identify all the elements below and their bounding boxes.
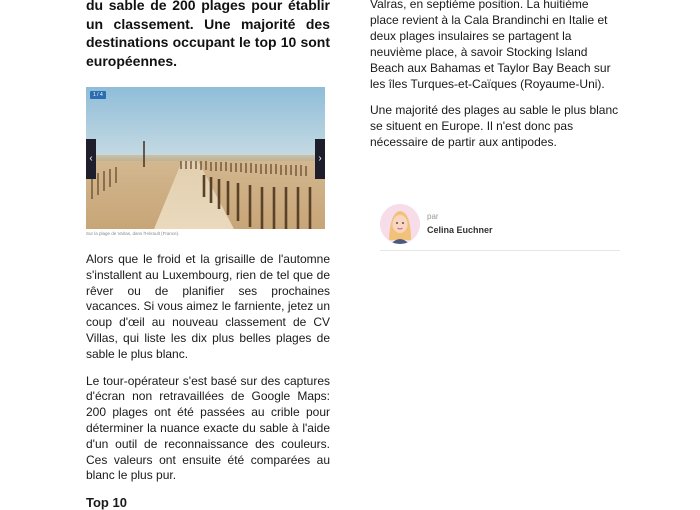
article-side-column: [370, 0, 620, 235]
author-by-label: par: [427, 212, 439, 221]
avatar[interactable]: [380, 204, 420, 244]
section-heading-top10: Top 10: [86, 495, 127, 510]
right-paragraph-2: Une majorité des plages au sable le plus blanc se situent en Europe. Il n'est donc pas nécessaire de partir aux antipodes.: [370, 103, 619, 149]
author-name[interactable]: Celina Euchner: [427, 225, 493, 235]
article-paragraph-1: Alors que le froid et la grisaille de l'automne s'installent au Luxembourg, rien de tel que de rêver ou de planifier ses prochaines vacances. Si vous aimez le farniente, jetez un coup d'œil au nouveau classement de CV Villas, qui liste les dix plus belles plages de sable le plus blanc.: [86, 252, 330, 361]
article-lead: du sable de 200 plages pour établir un classement. Une majorité des destinations occupant le top 10 sont européennes.: [86, 0, 330, 69]
chevron-right-icon[interactable]: ›: [315, 139, 325, 179]
article-paragraph-2: Le tour-opérateur s'est basé sur des captures d'écran non retravaillées de Google Maps: 200 plages ont été passées au crible pour déterminer la nuance exacte du sable à l'aide d'un outil de reconnaissance des couleurs. Ces valeurs ont ensuite été comparées au blanc le plus pur.: [86, 373, 330, 483]
image-caption: Sur la plage de Valras, dans l'Hérault (France).: [86, 231, 180, 236]
chevron-left-icon[interactable]: ‹: [86, 139, 96, 179]
article-main-column: [86, 0, 330, 510]
author-portrait-icon: [380, 204, 420, 244]
article-image-gallery[interactable]: [86, 87, 325, 229]
gallery-counter-badge: 1 / 4: [90, 91, 106, 99]
author-block[interactable]: [380, 200, 620, 251]
photo-fence: [86, 87, 325, 229]
right-paragraph-1: Valras, en septième position. La huitième place revient à la Cala Brandinchi en Italie et deux plages insulaires se partagent la neuvième place, à savoir Stocking Island Beach aux Bahamas et Taylor Bay Beach sur les îles Turques-et-Caïques (Royaume-Uni).: [370, 0, 611, 91]
